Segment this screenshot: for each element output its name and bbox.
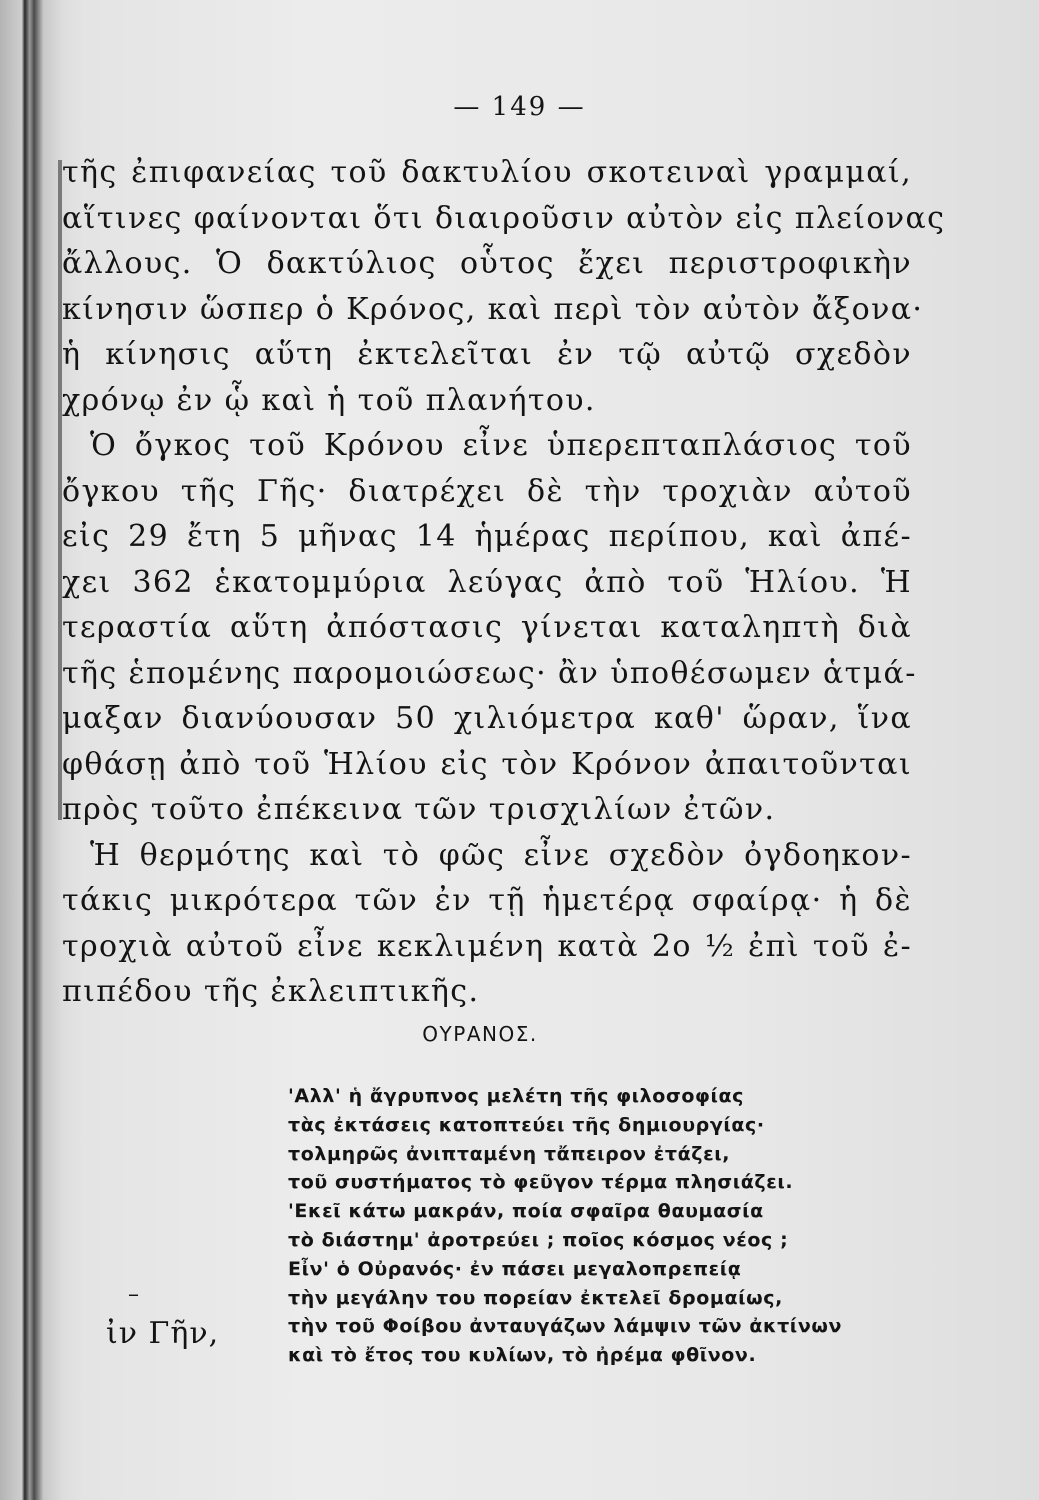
body-line: Ἡ θερμότης καὶ τὸ φῶς εἶνε σχεδὸν ὀγδοηκον- (90, 837, 912, 873)
body-line: μαξαν διανύουσαν 50 χιλιόμετρα καθ' ὥραν, ἵνα (62, 701, 912, 736)
section-title: ΟΥΡΑΝΟΣ. (422, 1022, 538, 1046)
body-line: πρὸς τοῦτο ἐπέκεινα τῶν τρισχιλίων ἐτῶν. (62, 792, 776, 827)
body-line: Ὁ ὄγκος τοῦ Κρόνου εἶνε ὑπερεπταπλάσιος τοῦ (90, 428, 912, 463)
poem-line: τὰς ἐκτάσεις κατοπτεύει τῆς δημιουργίας· (288, 1113, 765, 1136)
body-line: χει 362 ἑκατομμύρια λεύγας ἀπὸ τοῦ Ἡλίου. Ἡ (62, 564, 912, 600)
body-line: ἄλλους. Ὁ δακτύλιος οὗτος ἔχει περιστροφικὴν (62, 246, 912, 281)
poem-line: 'Εκεῖ κάτω μακράν, ποία σφαῖρα θαυμασία (288, 1200, 764, 1223)
body-line: τῆς ἑπομένης παρομοιώσεως· ἂν ὑποθέσωμεν ἁτμά- (62, 655, 917, 691)
page-binding-shadow (0, 0, 62, 1500)
body-text (62, 150, 946, 1015)
page-number: — 149 — (453, 92, 586, 122)
poem-line: τὴν τοῦ Φοίβου ἀνταυγάζων λάμψιν τῶν ἀκτίνων (288, 1315, 843, 1338)
body-line: φθάσῃ ἀπὸ τοῦ Ἡλίου εἰς τὸν Κρόνον ἀπαιτοῦνται (62, 746, 912, 782)
body-line: ὄγκου τῆς Γῆς· διατρέχει δὲ τὴν τροχιὰν αὐτοῦ (62, 473, 912, 509)
margin-note: ἰν Γῆν, (106, 1316, 220, 1351)
body-line: τῆς ἐπιφανείας τοῦ δακτυλίου σκοτειναὶ γραμμαί, (62, 155, 912, 190)
margin-dash: – (128, 1282, 139, 1307)
poem-line: Εἶν' ὁ Οὐρανός· ἐν πάσει μεγαλοπρεπείᾳ (288, 1257, 742, 1280)
body-line: πιπέδου τῆς ἐκλειπτικῆς. (62, 974, 480, 1009)
poem-line: 'Αλλ' ἡ ἄγρυπνος μελέτη τῆς φιλοσοφίας (288, 1085, 744, 1107)
body-line: τεραστία αὕτη ἀπόστασις γίνεται καταληπτὴ διὰ (62, 610, 912, 645)
poem (288, 1082, 928, 1370)
poem-line: τὸ διάστημ' ἀροτρεύει ; ποῖος κόσμος νέος ; (288, 1228, 789, 1251)
body-line: ἡ κίνησις αὕτη ἐκτελεῖται ἐν τῷ αὐτῷ σχεδὸν (62, 337, 912, 372)
body-line: κίνησιν ὥσπερ ὁ Κρόνος, καὶ περὶ τὸν αὐτὸν ἄξονα· (62, 291, 924, 327)
body-line: τροχιὰ αὐτοῦ εἶνε κεκλιμένη κατὰ 2ο ½ ἐπὶ τοῦ ἐ- (62, 928, 912, 964)
poem-line: τὴν μεγάλην του πορείαν ἐκτελεῖ δρομαίως, (288, 1286, 783, 1309)
poem-line: τοῦ συστήματος τὸ φεῦγον τέρμα πλησιάζει. (288, 1171, 794, 1194)
body-line: τάκις μικρότερα τῶν ἐν τῇ ἡμετέρᾳ σφαίρᾳ· ἡ δὲ (62, 883, 912, 918)
body-line: εἰς 29 ἔτη 5 μῆνας 14 ἡμέρας περίπου, καὶ ἀπέ- (62, 519, 912, 554)
poem-line: καὶ τὸ ἔτος του κυλίων, τὸ ἠρέμα φθῖνον. (288, 1344, 757, 1367)
body-line: χρόνῳ ἐν ᾧ καὶ ἡ τοῦ πλανήτου. (62, 382, 596, 418)
body-line: αἵτινες φαίνονται ὅτι διαιροῦσιν αὐτὸν εἰς πλείονας (62, 200, 946, 236)
poem-line: τολμηρῶς ἀνιπταμένη τἄπειρον ἐτάζει, (288, 1142, 731, 1165)
